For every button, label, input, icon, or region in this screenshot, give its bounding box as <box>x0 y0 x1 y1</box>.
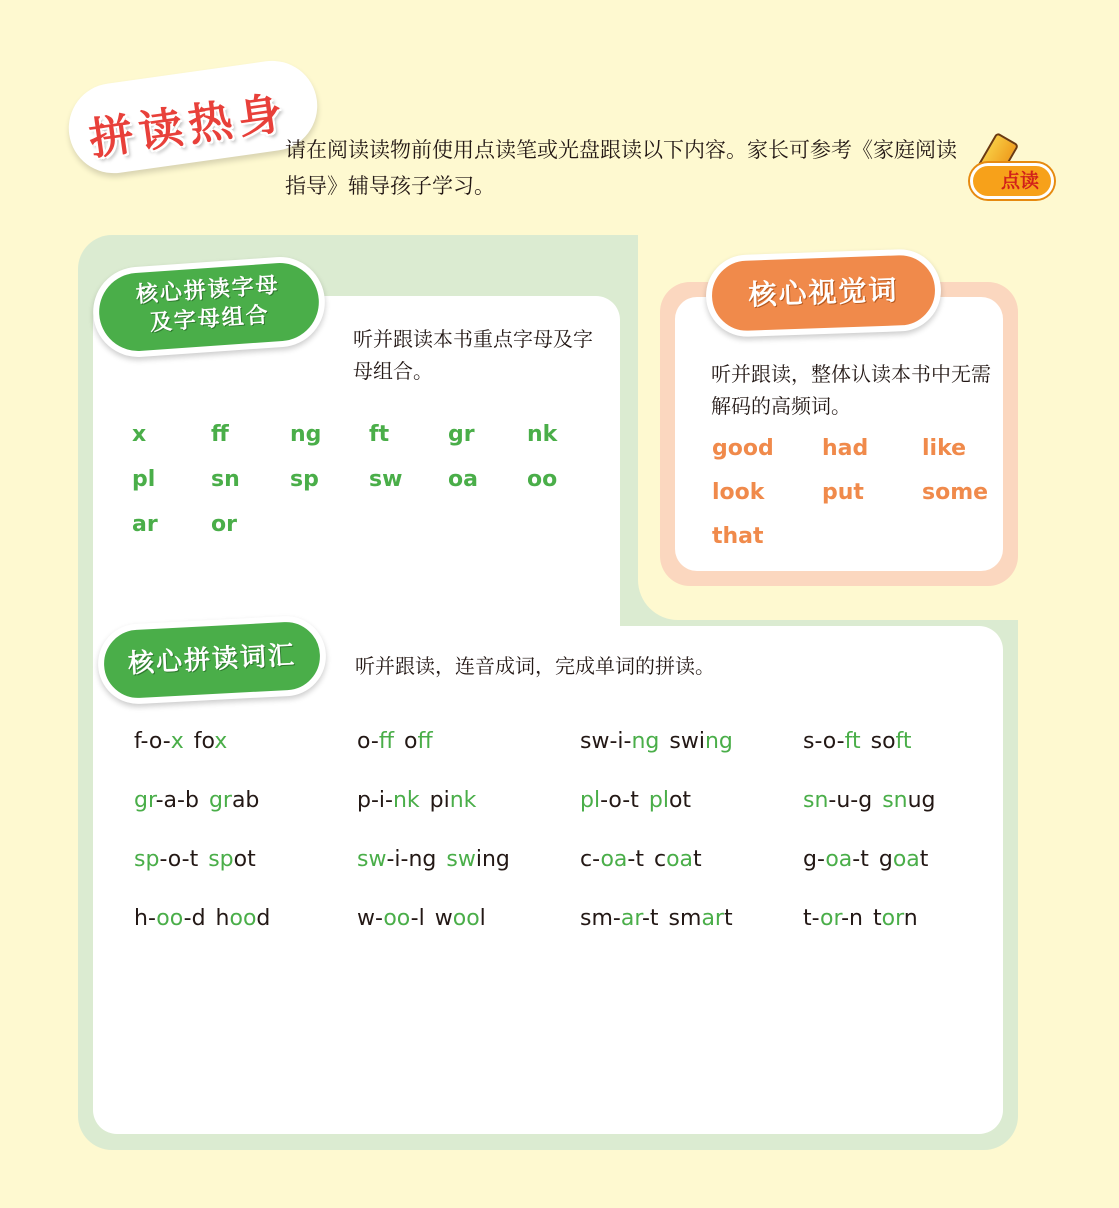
core-letters-badge-line1: 核心拼读字母 <box>135 273 281 309</box>
word-blended: pink <box>429 788 477 813</box>
word-item[interactable] <box>803 902 1026 935</box>
sight-word-item[interactable]: had <box>822 436 869 461</box>
letter-item[interactable]: ng <box>290 422 322 447</box>
word-item[interactable] <box>357 725 580 758</box>
core-letters-grid <box>132 418 602 541</box>
word-segments: h-oo-d <box>134 906 206 931</box>
word-segments: sw-i-ng <box>580 729 660 754</box>
word-segments: c-oa-t <box>580 847 644 872</box>
word-blended: snug <box>882 788 936 813</box>
letter-item[interactable]: pl <box>132 467 156 492</box>
word-blended: soft <box>870 729 912 754</box>
intro-text: 请在阅读读物前使用点读笔或光盘跟读以下内容。家长可参考《家庭阅读指导》辅导孩子学习。 <box>285 138 957 198</box>
word-blended: fox <box>193 729 228 754</box>
word-segments: sw-i-ng <box>357 847 437 872</box>
sight-words-grid <box>712 432 1002 553</box>
letter-item[interactable]: oa <box>448 467 478 492</box>
word-item[interactable] <box>357 843 580 876</box>
word-item[interactable] <box>580 784 803 817</box>
sight-word-item[interactable]: look <box>712 480 765 505</box>
word-blended: plot <box>648 788 692 813</box>
word-blended: off <box>403 729 433 754</box>
word-segments: sm-ar-t <box>580 906 659 931</box>
letter-item[interactable]: nk <box>527 422 558 447</box>
word-segments: p-i-nk <box>357 788 420 813</box>
core-words-description: 听并跟读，连音成词，完成单词的拼读。 <box>355 654 715 678</box>
read-pen-label: 点读 <box>970 163 1054 199</box>
word-item[interactable] <box>803 784 1026 817</box>
letter-item[interactable]: gr <box>448 422 475 447</box>
core-letters-description: 听并跟读本书重点字母及字母组合。 <box>353 327 593 383</box>
sight-words-badge <box>705 248 943 338</box>
letter-item[interactable]: ff <box>211 422 229 447</box>
word-item[interactable] <box>803 725 1026 758</box>
word-blended: spot <box>208 847 256 872</box>
word-blended: coat <box>653 847 702 872</box>
core-words-grid <box>134 725 974 935</box>
word-segments: o-ff <box>357 729 394 754</box>
word-segments: s-o-ft <box>803 729 861 754</box>
sight-words-description: 听并跟读，整体认读本书中无需解码的高频词。 <box>711 362 991 418</box>
word-blended: swing <box>446 847 510 872</box>
word-blended: smart <box>668 906 733 931</box>
page-title: 拼读热身 <box>86 87 292 166</box>
word-segments: t-or-n <box>803 906 863 931</box>
letter-item[interactable]: sw <box>369 467 403 492</box>
word-segments: f-o-x <box>134 729 184 754</box>
sight-words-badge-label: 核心视觉词 <box>747 273 900 312</box>
letter-item[interactable]: ft <box>369 422 390 447</box>
word-segments: w-oo-l <box>357 906 425 931</box>
word-blended: grab <box>208 788 260 813</box>
word-segments: pl-o-t <box>580 788 639 813</box>
core-words-badge-label: 核心拼读词汇 <box>127 640 297 680</box>
letter-item[interactable]: sp <box>290 467 319 492</box>
word-item[interactable] <box>357 902 580 935</box>
word-item[interactable] <box>580 725 803 758</box>
letter-item[interactable]: oo <box>527 467 558 492</box>
letter-item[interactable]: x <box>132 422 147 447</box>
core-letters-badge-line2: 及字母组合 <box>149 302 271 337</box>
word-segments: sp-o-t <box>134 847 199 872</box>
word-item[interactable] <box>580 843 803 876</box>
sight-word-item[interactable]: put <box>822 480 864 505</box>
word-blended: hood <box>215 906 271 931</box>
word-item[interactable] <box>580 902 803 935</box>
word-item[interactable] <box>134 843 357 876</box>
word-item[interactable] <box>357 784 580 817</box>
word-item[interactable] <box>134 784 357 817</box>
sight-word-item[interactable]: good <box>712 436 774 461</box>
word-segments: sn-u-g <box>803 788 873 813</box>
word-blended: torn <box>872 906 918 931</box>
read-pen-badge[interactable] <box>970 135 1060 200</box>
letter-item[interactable]: or <box>211 512 237 537</box>
word-blended: wool <box>434 906 486 931</box>
word-segments: gr-a-b <box>134 788 199 813</box>
sight-word-item[interactable]: some <box>922 480 989 505</box>
sight-word-item[interactable]: like <box>922 436 967 461</box>
word-item[interactable] <box>803 843 1026 876</box>
sight-word-item[interactable]: that <box>712 524 764 549</box>
word-segments: g-oa-t <box>803 847 869 872</box>
word-item[interactable] <box>134 725 357 758</box>
word-blended: goat <box>878 847 929 872</box>
core-letters-badge <box>90 254 328 360</box>
letter-item[interactable]: ar <box>132 512 158 537</box>
core-words-badge <box>96 614 328 706</box>
letter-item[interactable]: sn <box>211 467 240 492</box>
word-blended: swing <box>669 729 733 754</box>
word-item[interactable] <box>134 902 357 935</box>
